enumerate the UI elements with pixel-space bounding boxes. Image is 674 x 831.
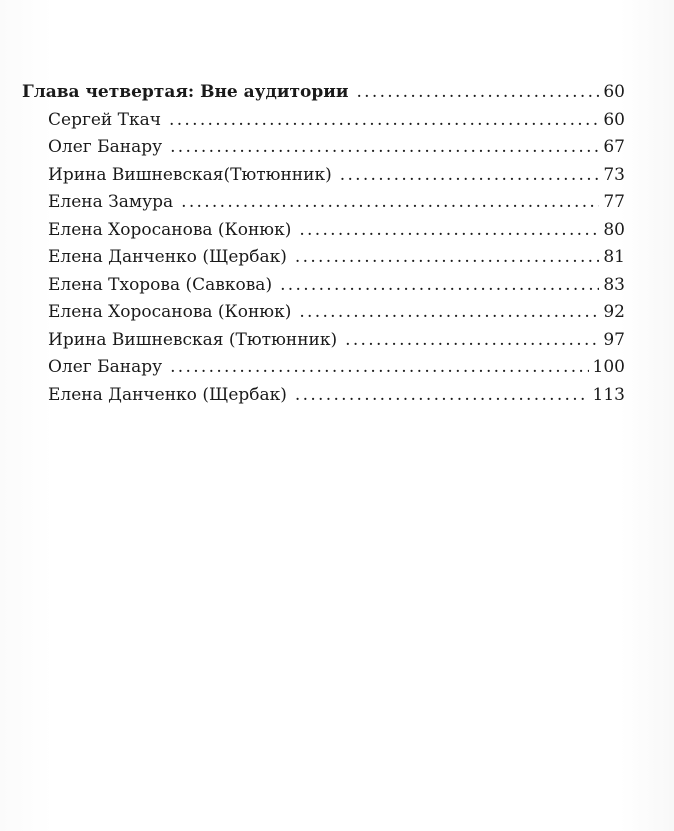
entry-title: Елена Хоросанова (Конюк) — [48, 219, 292, 240]
entry-title: Сергей Ткач — [48, 109, 161, 130]
dot-leader — [170, 357, 588, 377]
chapter-page-number: 60 — [603, 82, 625, 102]
toc-entry — [22, 192, 625, 220]
entry-page-number: 100 — [592, 357, 625, 377]
toc-entry — [22, 220, 625, 248]
entry-title: Ирина Вишневская(Тютюнник) — [48, 164, 332, 185]
dot-leader — [340, 165, 600, 185]
chapter-title: Глава четвертая: Вне аудитории — [22, 82, 349, 102]
entry-title: Елена Данченко (Щербак) — [48, 247, 287, 267]
dot-leader — [169, 110, 599, 130]
toc-entry — [22, 110, 625, 138]
entry-title: Олег Банару — [48, 357, 163, 377]
entry-title: Ирина Вишневская (Тютюнник) — [48, 329, 338, 350]
dot-leader — [299, 220, 599, 240]
dot-leader — [295, 247, 599, 267]
toc-entry — [22, 137, 625, 165]
toc-entry — [22, 302, 625, 330]
entry-title: Елена Замура — [48, 192, 174, 212]
entry-title: Елена Данченко (Щербак) — [48, 384, 287, 405]
dot-leader — [280, 275, 599, 295]
toc-entry — [22, 357, 625, 385]
dot-leader — [181, 192, 599, 212]
dot-leader — [345, 330, 599, 350]
toc-entry — [22, 275, 625, 303]
toc-entry — [22, 247, 625, 275]
dot-leader — [356, 82, 599, 102]
toc-chapter-heading — [22, 82, 625, 110]
entry-page-number: 60 — [603, 109, 625, 130]
entry-page-number: 113 — [592, 384, 625, 405]
entry-page-number: 83 — [603, 274, 625, 295]
entry-title: Елена Тхорова (Савкова) — [48, 274, 273, 295]
entry-page-number: 67 — [603, 137, 625, 157]
entry-page-number: 92 — [603, 302, 625, 322]
dot-leader — [299, 302, 599, 322]
entry-page-number: 80 — [603, 219, 625, 240]
dot-leader — [295, 385, 589, 405]
dot-leader — [170, 137, 599, 157]
entry-page-number: 77 — [603, 192, 625, 212]
entry-page-number: 97 — [603, 329, 625, 350]
entry-page-number: 73 — [603, 164, 625, 185]
entry-title: Елена Хоросанова (Конюк) — [48, 302, 292, 322]
toc-entry — [22, 165, 625, 193]
toc-entry — [22, 330, 625, 358]
toc-entry — [22, 385, 625, 413]
entry-page-number: 81 — [603, 247, 625, 267]
entry-title: Олег Банару — [48, 137, 163, 157]
table-of-contents — [22, 82, 625, 412]
